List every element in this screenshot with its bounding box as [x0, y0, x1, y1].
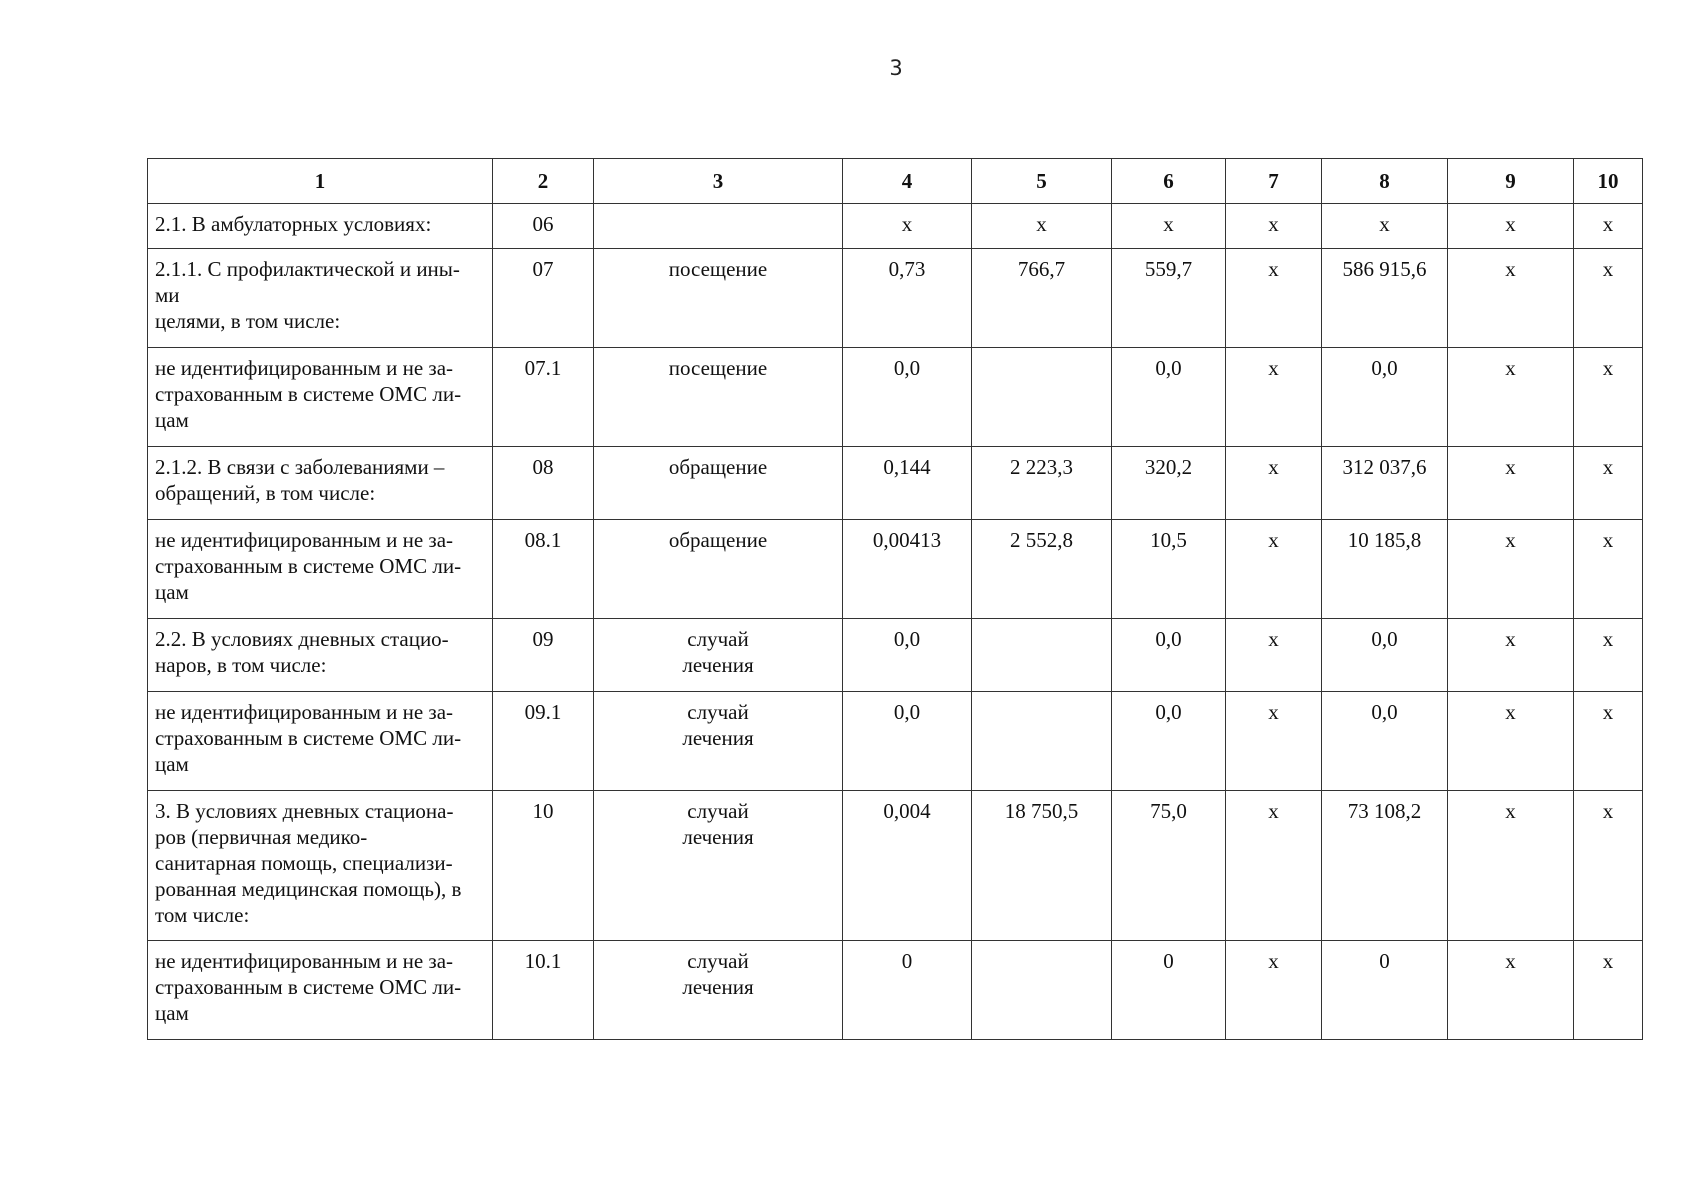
row-name-cell: не идентифицированным и не за- страхованным в системе ОМС ли- цам: [148, 692, 493, 791]
table-row: [148, 249, 1643, 348]
col6-cell: 0,0: [1112, 692, 1226, 791]
col7-cell: х: [1226, 791, 1322, 941]
col9-cell: х: [1448, 204, 1574, 249]
row-code-cell: 06: [493, 204, 594, 249]
row-name-cell: 3. В условиях дневных стациона- ров (первичная медико- санитарная помощь, специализи- рованная медицинская помощь), в том числе:: [148, 791, 493, 941]
row-name-cell: не идентифицированным и не за- страхованным в системе ОМС ли- цам: [148, 941, 493, 1040]
col8-cell: 586 915,6: [1322, 249, 1448, 348]
row-code-cell: 08: [493, 447, 594, 520]
column-header: 7: [1226, 159, 1322, 204]
col4-cell: 0,0: [843, 619, 972, 692]
col8-cell: 0,0: [1322, 692, 1448, 791]
column-header: 3: [594, 159, 843, 204]
column-header: 2: [493, 159, 594, 204]
header-row: [148, 159, 1643, 204]
table-row: [148, 941, 1643, 1040]
row-name-cell: 2.2. В условиях дневных стацио- наров, в том числе:: [148, 619, 493, 692]
col5-cell: 766,7: [972, 249, 1112, 348]
col7-cell: х: [1226, 249, 1322, 348]
table-row: [148, 520, 1643, 619]
unit-cell: посещение: [594, 249, 843, 348]
column-header: 9: [1448, 159, 1574, 204]
unit-cell: обращение: [594, 447, 843, 520]
column-header: 1: [148, 159, 493, 204]
col9-cell: х: [1448, 941, 1574, 1040]
col8-cell: 0,0: [1322, 348, 1448, 447]
col7-cell: х: [1226, 348, 1322, 447]
unit-cell: посещение: [594, 348, 843, 447]
col10-cell: х: [1574, 204, 1643, 249]
page-number: 3: [889, 56, 903, 80]
col6-cell: 0,0: [1112, 619, 1226, 692]
unit-cell: случай лечения: [594, 619, 843, 692]
row-code-cell: 08.1: [493, 520, 594, 619]
col5-cell: х: [972, 204, 1112, 249]
table-row: [148, 348, 1643, 447]
col4-cell: 0,144: [843, 447, 972, 520]
col7-cell: х: [1226, 520, 1322, 619]
col6-cell: 0: [1112, 941, 1226, 1040]
row-code-cell: 07: [493, 249, 594, 348]
unit-cell: случай лечения: [594, 692, 843, 791]
col8-cell: 73 108,2: [1322, 791, 1448, 941]
unit-cell: случай лечения: [594, 791, 843, 941]
col7-cell: х: [1226, 941, 1322, 1040]
col9-cell: х: [1448, 348, 1574, 447]
row-code-cell: 09: [493, 619, 594, 692]
col6-cell: 559,7: [1112, 249, 1226, 348]
col7-cell: х: [1226, 619, 1322, 692]
table-row: [148, 204, 1643, 249]
row-code-cell: 10: [493, 791, 594, 941]
col9-cell: х: [1448, 447, 1574, 520]
col10-cell: х: [1574, 941, 1643, 1040]
col5-cell: [972, 619, 1112, 692]
unit-cell: случай лечения: [594, 941, 843, 1040]
col6-cell: 0,0: [1112, 348, 1226, 447]
col10-cell: х: [1574, 447, 1643, 520]
row-name-cell: 2.1. В амбулаторных условиях:: [148, 204, 493, 249]
table-row: [148, 447, 1643, 520]
col6-cell: 320,2: [1112, 447, 1226, 520]
data-table: [147, 158, 1643, 1040]
col4-cell: 0,004: [843, 791, 972, 941]
table-body: [148, 204, 1643, 1040]
table-row: [148, 791, 1643, 941]
col9-cell: х: [1448, 520, 1574, 619]
row-name-cell: 2.1.1. С профилактической и ины- ми целями, в том числе:: [148, 249, 493, 348]
col8-cell: 10 185,8: [1322, 520, 1448, 619]
column-header: 8: [1322, 159, 1448, 204]
col7-cell: х: [1226, 447, 1322, 520]
unit-cell: обращение: [594, 520, 843, 619]
col10-cell: х: [1574, 791, 1643, 941]
col8-cell: х: [1322, 204, 1448, 249]
col10-cell: х: [1574, 249, 1643, 348]
col9-cell: х: [1448, 619, 1574, 692]
col4-cell: 0,73: [843, 249, 972, 348]
col7-cell: х: [1226, 692, 1322, 791]
table-row: [148, 619, 1643, 692]
col4-cell: 0,0: [843, 348, 972, 447]
col4-cell: х: [843, 204, 972, 249]
row-code-cell: 10.1: [493, 941, 594, 1040]
col4-cell: 0,0: [843, 692, 972, 791]
unit-cell: [594, 204, 843, 249]
row-name-cell: не идентифицированным и не за- страхованным в системе ОМС ли- цам: [148, 348, 493, 447]
col10-cell: х: [1574, 348, 1643, 447]
col9-cell: х: [1448, 791, 1574, 941]
col5-cell: 2 223,3: [972, 447, 1112, 520]
col6-cell: 75,0: [1112, 791, 1226, 941]
column-header: 4: [843, 159, 972, 204]
row-name-cell: не идентифицированным и не за- страхованным в системе ОМС ли- цам: [148, 520, 493, 619]
row-code-cell: 07.1: [493, 348, 594, 447]
column-header: 6: [1112, 159, 1226, 204]
col4-cell: 0,00413: [843, 520, 972, 619]
col8-cell: 312 037,6: [1322, 447, 1448, 520]
row-code-cell: 09.1: [493, 692, 594, 791]
col5-cell: [972, 941, 1112, 1040]
col10-cell: х: [1574, 520, 1643, 619]
column-header: 5: [972, 159, 1112, 204]
col5-cell: 18 750,5: [972, 791, 1112, 941]
row-name-cell: 2.1.2. В связи с заболеваниями – обращений, в том числе:: [148, 447, 493, 520]
col4-cell: 0: [843, 941, 972, 1040]
col10-cell: х: [1574, 619, 1643, 692]
col5-cell: [972, 348, 1112, 447]
col5-cell: [972, 692, 1112, 791]
col6-cell: х: [1112, 204, 1226, 249]
column-header: 10: [1574, 159, 1643, 204]
col10-cell: х: [1574, 692, 1643, 791]
col8-cell: 0: [1322, 941, 1448, 1040]
col6-cell: 10,5: [1112, 520, 1226, 619]
col7-cell: х: [1226, 204, 1322, 249]
col9-cell: х: [1448, 692, 1574, 791]
col8-cell: 0,0: [1322, 619, 1448, 692]
col9-cell: х: [1448, 249, 1574, 348]
col5-cell: 2 552,8: [972, 520, 1112, 619]
table-row: [148, 692, 1643, 791]
